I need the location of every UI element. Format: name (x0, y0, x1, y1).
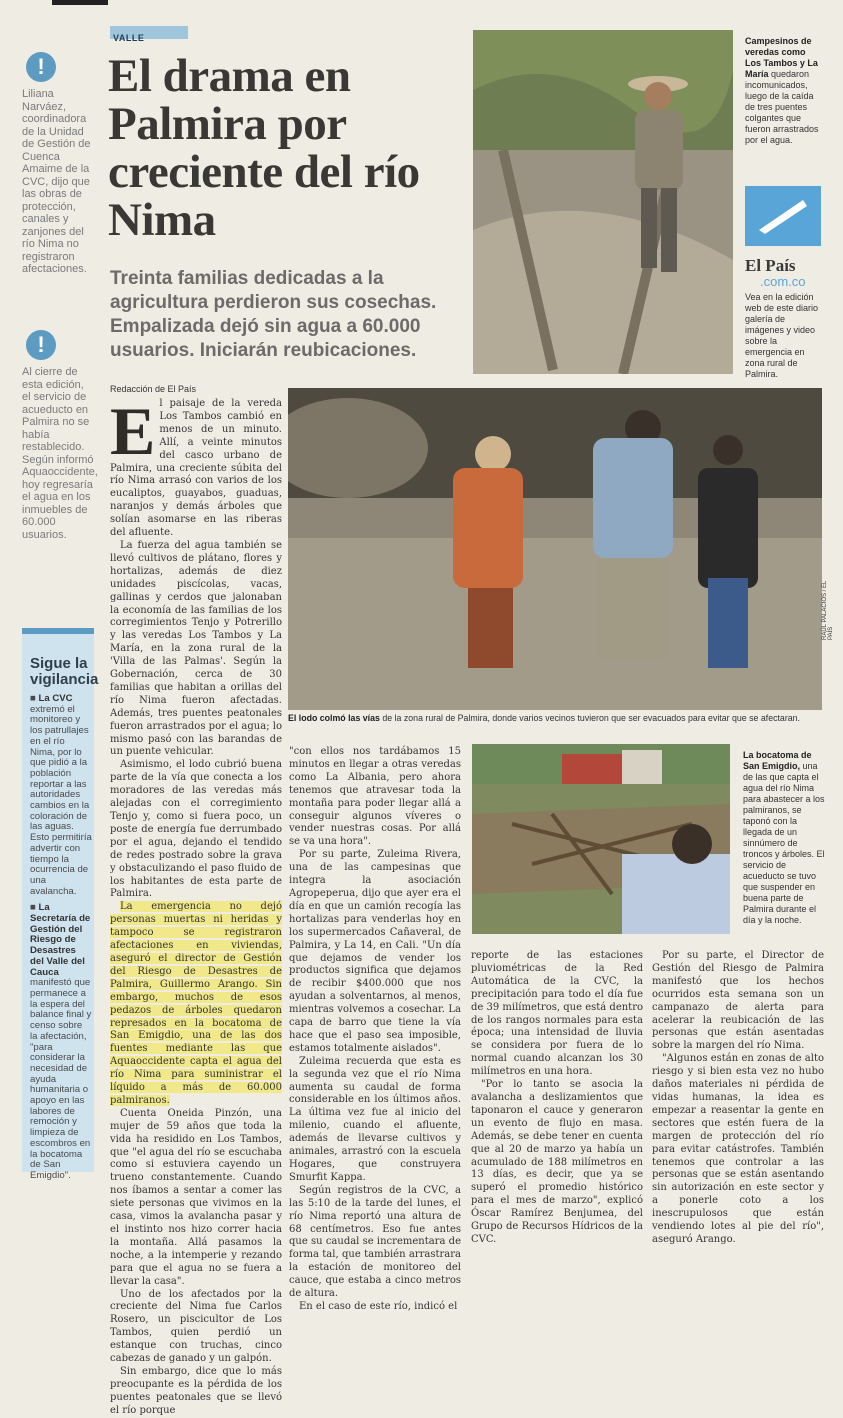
side-note-2 (22, 330, 98, 541)
byline: Redacción de El País (110, 384, 197, 394)
photo-campesino-image (473, 30, 733, 374)
caption-bottom (743, 750, 825, 926)
side-note-text: Liliana Narváez, coordinadora de la Unidad de Gestión de Cuenca Amaime de la CVC, dijo que las obras de protección, canales y zanjones del río Nima no registraron afectaciones. (22, 88, 91, 275)
article-paragraph: Sin embargo, dice que lo más preocupante es la pérdida de los puentes peatonales que se llevó el río porque (110, 1365, 282, 1416)
dropcap: E (110, 393, 156, 469)
page-corner-mark (52, 0, 108, 5)
photo-credit: RAÚL PALACIOS / EL PAÍS (822, 580, 834, 640)
article-paragraph: En el caso de este río, indicó el (299, 1300, 458, 1312)
promo-text: Vea en la edición web de este diario galería de imágenes y video sobre la emergencia en zona rural de Palmira. (745, 292, 819, 379)
sidebar-item (30, 903, 92, 1181)
article-paragraph: Uno de los afectados por la creciente del Nima fue Carlos Rosero, un piscicultor de Los Tambos, quien perdió un estanque con truchas, cinco cabezas de ganado y un galpón. (110, 1288, 282, 1365)
caption-top-lead: Campesinos de veredas como Los Tambos y La María (745, 36, 818, 79)
photo-bocatoma (472, 744, 730, 934)
article-paragraph: l paisaje de la vereda Los Tambos cambió en menos de un minuto. Allí, a veinte minutos del casco urbano de Palmira, una creciente súbita del río Nima arrasó con varios de los eucaliptos, guayabos, guaduas, naranjos y demás árboles que solían asomarse en las riberas del afluente. (110, 398, 282, 539)
sidebar-item-text: manifestó que permanece a la espera del balance final y censo sobre la afectación, "para considerar la necesidad de ayuda humanitaria o apoyo en las labores de remoción y limpieza de escombros en la bocatoma de San Emigdio". (30, 977, 92, 1181)
sidebar-top-bar (22, 628, 94, 634)
article-column-4 (652, 950, 824, 1247)
bullet-icon: ■ (30, 902, 39, 914)
section-tag-label: VALLE (113, 33, 145, 43)
photo-evacuation-image (288, 388, 822, 710)
highlighted-passage: La emergencia no dejó personas muertas ni heridas y tampoco se registraron afectaciones en viviendas, aseguró el director de Gestión del Riesgo de Desastres de Palmira, Guillermo Arango. Sin embargo, muchos de esos pedazos de árboles quedaron represados en la bocatoma de San Emigdio, una de las dos fuentes mediante las que Aquaoccidente capta el agua del río Nima para suministrar el líquido a más de 60.000 palmiranos. (110, 901, 282, 1106)
sidebar-title: Sigue la vigilancia (30, 655, 99, 688)
photo-bocatoma-image (472, 744, 730, 934)
sidebar-item-lead: La CVC (38, 693, 73, 704)
caption-top-text: quedaron incomunicados, luego de la caída de tres puentes colgantes que fueron arrastrados por el agua. (745, 69, 819, 145)
promo-domain: .com.co (760, 274, 806, 289)
side-note-text: Al cierre de esta edición, el servicio de acueducto en Palmira no se había restablecido. Según informó Aquaoccidente, hoy regresaría el agua en los inmuebles de 60.000 usuarios. (22, 366, 98, 541)
article-paragraph: "Algunos están en zonas de alto riesgo y si bien esta vez no hubo daños materiales ni pérdida de vidas humanas, la idea es empezar a reasentar la gente en sectores que estén fuera de la margen de protección del río para evitar catástrofes. También tenemos que controlar a las personas que se están asentando sin autorización en este sector y a ponerle coto a los inescrupulosos que están vendiendo lotes al pie del río", aseguró Arango. (652, 1053, 824, 1245)
article-column-2 (289, 746, 461, 1314)
exclamation-icon: ! (26, 52, 56, 82)
sidebar-item-lead: La Secretaría de Gestión del Riesgo de Desastres del Valle del Cauca (30, 902, 91, 978)
article-paragraph: La fuerza del agua también se llevó cultivos de plátano, flores y hortalizas, además de diez unidades piscícolas, vacas, gallinas y cerdos que jalonaban la economía de las familias de los corregimientos Tenjo y Potrerillo y las veredas Los Tambos y La María, en la zona rural de la 'Villa de las Palmas'. Según la Gobernación, cerca de 30 familias que habitan a orillas del río Nima fueron afectadas. Además, tres puentes peatonales fueron arrastrados por el agua; lo mismo pasó con las barandas de un puente vehicular. (110, 539, 282, 758)
article-paragraph: Por su parte, el Director de Gestión del Riesgo de Palmira manifestó que los hechos ocurridos esta semana son un campanazo de alerta para acelerar la reubicación de las personas que están asentadas sobre la margen del río Nima. (652, 950, 824, 1052)
article-paragraph: "Por lo tanto se asocia la avalancha a deslizamientos que taponaron el cauce y generaron un evento de flujo en masa. Además, se debe tener en cuenta que al 20 de marzo ya había un acumulado de 188 milímetros en 13 días, es decir, que ya se superó el promedio histórico para el mes de marzo", explicó Óscar Ramírez Benjumea, del Grupo de Recursos Hídricos de la CVC. (471, 1079, 643, 1245)
article-paragraph: Según registros de la CVC, a las 5:10 de la tarde del lunes, el río Nima reportó una altura de 68 centímetros. Eso fue antes que su caudal se incrementara de forma tal, que también arrastrara la estación de monitoreo del cauce, que estaba a cinco metros de altura. (289, 1184, 461, 1300)
photo-campesino (473, 30, 733, 374)
caption-bottom-text: una de las que capta el agua del río Nima para abastecer a los palmiranos, se taponó con la llegada de un sinnúmero de troncos y árboles. El servicio de acueducto se tuvo que suspender en buena parte de Palmira durante el día y la noche. (743, 761, 825, 925)
photo-evacuation (288, 388, 822, 710)
caption-top (745, 36, 823, 146)
sidebar-box (22, 628, 99, 1181)
caption-bottom-lead: La bocatoma de San Emigdio, (743, 750, 812, 771)
side-note-1 (22, 52, 94, 276)
article-paragraph: reporte de las estaciones pluviométricas de la Red Automática de la CVC, la precipitación para todo el día fue de 39 milímetros, que está dentro de los rangos normales para esta época; una intensidad de lluvia se considera por fuera de lo normal cuando alcanzan los 30 milímetros en una hora. (471, 950, 643, 1078)
bullet-icon: ■ (30, 693, 39, 704)
caption-middle-lead: El lodo colmó las vías (288, 713, 380, 723)
caption-middle-text: de la zona rural de Palmira, donde varios vecinos tuvieron que ser evacuados para evitar que se afectaran. (382, 713, 800, 723)
article-paragraph: "con ellos nos tardábamos 15 minutos en llegar a otras veredas como La Albania, pero ahora tenemos que atravesar toda la montaña para poder llegar allá a conseguir algunos víveres o vender nuestras cosas. Por allá se va una hora". (289, 746, 461, 848)
article-column-1 (110, 393, 282, 1418)
article-column-3 (471, 950, 643, 1247)
caption-middle (288, 713, 828, 724)
sidebar-item (30, 694, 92, 897)
article-paragraph: Por su parte, Zuleima Rivera, una de las campesinas que integra la asociación Agropeperua, dijo que ayer era el día en que un camión recogía las hortalizas para venderlas hoy en los supermercados Cañaveral, de Palmira, y La 14, en Cali. "Un día que dejamos de vender los productos significa que dejamos de recibir $400.000 que nos ayudan a solventarnos, al menos, mientras volvemos a cosechar. La capa de barro que tiene la vía hace que el paso sea imposible, estamos totalmente aislados". (289, 849, 461, 1054)
article-paragraph: Asimismo, el lodo cubrió buena parte de la vía que conecta a los moradores de las veredas más alejadas con el corregimiento Tenjo y, como si fuera poco, un poste de energía fue derrumbado por el agua, dejando el tendido de redes postrado sobre la grava y obstaculizando el paso fluido de los habitantes de esta parte de Palmira. (110, 759, 282, 900)
sidebar-body (30, 694, 92, 1182)
deck: Treinta familias dedicadas a la agricultura perdieron sus cosechas. Empalizada dejó sin agua a 60.000 usuarios. Iniciarán reubicaciones. (110, 268, 437, 361)
article-paragraph: Cuenta Oneida Pinzón, una mujer de 59 años que toda la vida ha residido en Los Tambos, que "el agua del río se escuchaba como si estuviera cayendo un trueno constantemente. Cuando nos íbamos a sentar a comer las siete personas que vivimos en la casa, vimos la avalancha pasar y el instinto nos hizo correr hacia la montaña. Allá pasamos la noche, a la intemperie y rezando para que el agua no se fuera a llevar la casa". (110, 1107, 282, 1287)
section-tag (110, 26, 188, 43)
headline: El drama en Palmira por creciente del río Nima (108, 50, 420, 246)
sidebar-item-text: extremó el monitoreo y los patrullajes en el río Nima, por lo que pidió a la población reportar a las autoridades cambios en la coloración de las aguas. Esto permitiría advertir con tiempo la ocurrencia de una avalancha. (30, 703, 92, 897)
article-paragraph (110, 901, 282, 1108)
exclamation-icon: ! (26, 330, 56, 360)
promo-brand: El País (745, 256, 796, 275)
article-paragraph: Zuleima recuerda que esta es la segunda vez que el río Nima aumenta su caudal de forma considerable en los últimos años. La última vez fue al inicio del milenio, cuando el afluente, además de llevarse cultivos y animales, arrastró con la escuela Hogares, que construyera Smurfit Kappa. (289, 1055, 461, 1183)
elpais-logo-icon (745, 186, 821, 246)
